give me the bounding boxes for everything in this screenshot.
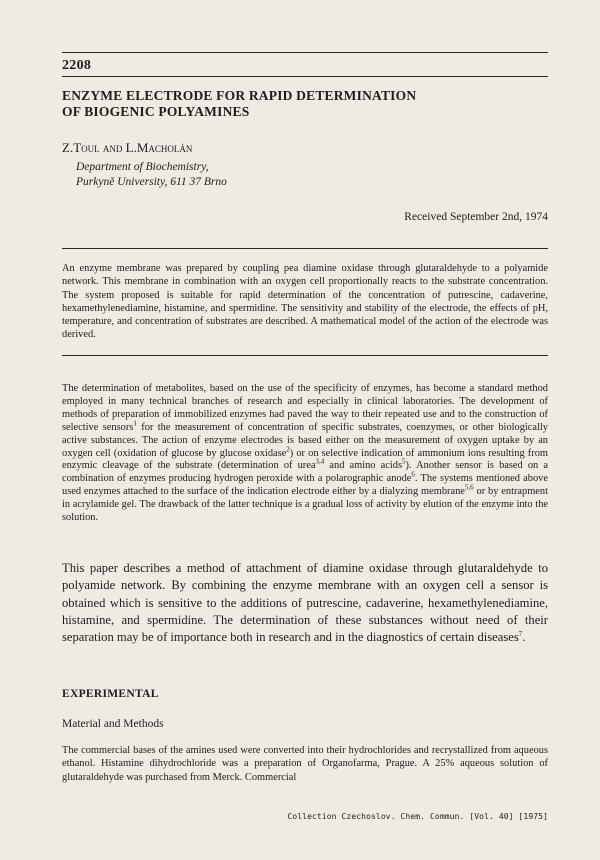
- ref-5-6: 5,6: [464, 483, 474, 492]
- received-date: Received September 2nd, 1974: [404, 211, 548, 223]
- top-rule: [62, 52, 548, 53]
- abstract-bottom-rule: [62, 355, 548, 356]
- authors: Z.Toul and L.Macholán: [62, 140, 193, 155]
- title-line-1: ENZYME ELECTRODE FOR RAPID DETERMINATION: [62, 88, 417, 103]
- header-rule: [62, 76, 548, 77]
- intro-text-4: and amino acids: [324, 460, 402, 472]
- methods-paragraph: The commercial bases of the amines used were converted into their hydrochlorides and recrystallized from aqueous ethanol. Histamine dihydrochloride was a preparation of Organofarma, Prague. A 25% aqueous solution of glutaraldehyde was purchased from Merck. Commercial: [62, 745, 548, 783]
- intro-text-1: The determination of metabolites, based on the use of the specificity of enzymes, has become a standard method employed in many technical branches of research and especially in clinical laboratories. The development of methods of preparation of immobilized enzymes had paved the way to their repeated use and to the construction of selective sensors: [62, 383, 548, 433]
- main-paragraph: [62, 560, 548, 646]
- ref-5: 5: [402, 457, 406, 466]
- abstract: An enzyme membrane was prepared by coupling pea diamine oxidase through glutaraldehyde to a polyamide network. This membrane in combination with an oxygen cell proportionally reacts to the substrate concentration. The system proposed is suitable for rapid determination of the concentration of putrescine, cadaverine, hexamethylenediamine, histamine, and spermidine. The sensitivity and stability of the electrode, the effects of pH, temperature, and concentration of substrates are described. A mathematical model of the action of the electrode was derived.: [62, 263, 548, 341]
- article-title: [62, 88, 532, 120]
- ref-7: 7: [518, 630, 523, 638]
- ref-3-4: 3,4: [315, 457, 325, 466]
- abstract-top-rule: [62, 248, 548, 249]
- ref-1: 1: [133, 419, 137, 428]
- main-paragraph-text: This paper describes a method of attachment of diamine oxidase through glutaraldehyde to polyamide network. By combining the enzyme membrane with an oxygen cell a sensor is obtained which is sensitive to the additions of putrescine, cadaverine, hexamethylenediamine, histamine, and spermidine. The determination of these substances without need of their separation may be of importance both in research and in the diagnostics of certain diseases: [62, 561, 548, 645]
- main-paragraph-end: .: [522, 630, 526, 645]
- intro-text-7: or by entrapment in acrylamide gel. The drawback of the latter technique is a gradual loss of activity by elution of the enzyme into the solution.: [62, 486, 549, 524]
- affiliation-line-2: Purkyně University, 611 37 Brno: [76, 176, 227, 188]
- intro-paragraph: [62, 383, 548, 525]
- affiliation: [76, 160, 227, 190]
- section-heading: EXPERIMENTAL: [62, 688, 159, 700]
- subsection-heading: Material and Methods: [62, 718, 164, 730]
- journal-footer: Collection Czechoslov. Chem. Commun. [Vol. 40] [1975]: [287, 812, 548, 821]
- ref-2: 2: [286, 445, 290, 454]
- intro-text-5: ). Another sensor is based on a combination of enzymes producing hydrogen peroxide with a polarographic anode: [62, 460, 549, 485]
- affiliation-line-1: Department of Biochemistry,: [76, 161, 209, 173]
- intro-text-2: for the measurement of concentration of specific substrates, coenzymes, or other biologically active substances. The action of enzyme electrodes is based either on the measurement of oxygen uptake by an oxygen cell (oxidation of glucose by glucose oxidase: [62, 421, 548, 459]
- ref-6: 6: [411, 470, 415, 479]
- page-number: 2208: [62, 58, 92, 73]
- intro-text-6: . The systems mentioned above used enzymes attached to the surface of the indication electrode either by a dialyzing membrane: [62, 473, 548, 498]
- title-line-2: OF BIOGENIC POLYAMINES: [62, 104, 250, 119]
- intro-text-3: ) or on selective indication of ammonium ions resulting from enzymic cleavage of the substrate (determination of urea: [62, 447, 549, 472]
